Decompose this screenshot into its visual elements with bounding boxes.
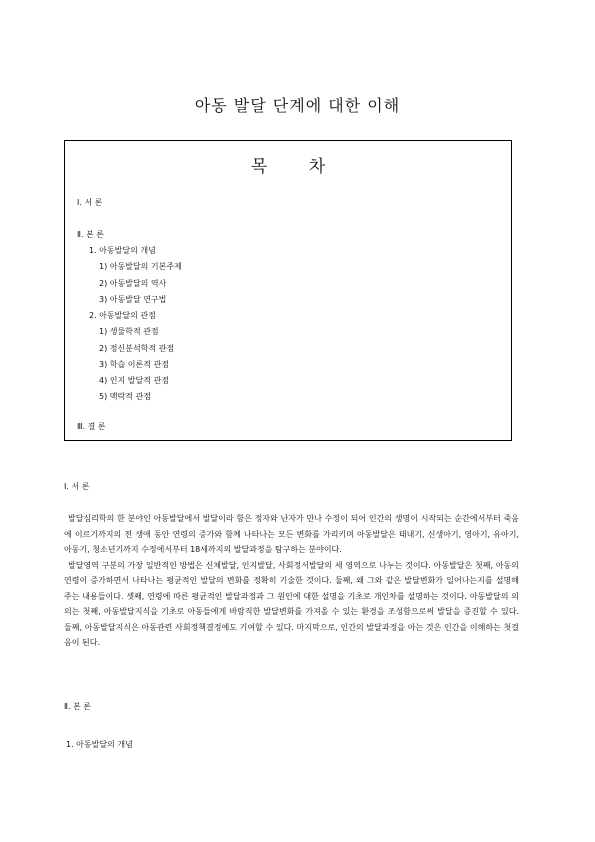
toc-item-perspectives: 2. 아동발달의 관점 xyxy=(89,311,156,320)
toc-item-cognitive: 4) 인지 발달적 관점 xyxy=(99,376,169,385)
section-heading-introduction: Ⅰ. 서 론 xyxy=(64,482,90,491)
table-of-contents xyxy=(64,140,512,441)
toc-item-history: 2) 아동발달의 역사 xyxy=(99,279,167,288)
section-heading-main-body: Ⅱ. 본 론 xyxy=(64,702,92,711)
toc-item-introduction: Ⅰ. 서 론 xyxy=(77,198,103,207)
toc-item-psychoanalytic: 2) 정신분석학적 관점 xyxy=(99,344,175,353)
toc-item-main-body: Ⅱ. 본 론 xyxy=(77,230,105,239)
paragraph: 발달영역 구분의 가장 일반적인 방법은 신체발달, 인지발달, 사회정서발달의 세 영역으로 나누는 것이다. 아동발달은 첫째, 아동의 연령이 증가하면서 나타나는 평균적인 발달의 변화를 정확히 기술한 것이다. 둘째, 왜 그와 같은 발달변화가 일어나는지를 설명해 주는 내용들이다. 셋째, 연령에 따른 평균적인 발달과정과 그 원인에 대한 설명을 기초로 개인차를 설명하는 것이다. 아동발달의 의의는 첫째, 아동발달지식을 기초로 아동들에게 바람직한 발달변화를 가져올 수 있는 환경을 조성함으로써 발달을 증진할 수 있다. 둘째, 아동발달지식은 아동관련 사회정책결정에도 기여할 수 있다. 마지막으로, 인간의 발달과정을 아는 것은 인간을 이해하는 첫걸음이 된다. xyxy=(64,560,519,647)
paragraph: 발달심리학의 한 분야인 아동발달에서 발달이라 함은 정자와 난자가 만나 수정이 되어 인간의 생명이 시작되는 순간에서부터 죽음에 이르기까지의 전 생애 동안 연령의 증가와 함께 나타나는 모든 변화를 가리키며 아동발달은 태내기, 신생아기, 영아기, 유아기, 아동기, 청소년기까지 수정에서부터 18세까지의 발달과정을 탐구하는 분야이다. xyxy=(64,514,519,554)
toc-heading: 목 차 xyxy=(250,157,344,177)
toc-item-conclusion: Ⅲ. 결 론 xyxy=(77,422,106,431)
subsection-heading-concept: 1. 아동발달의 개념 xyxy=(66,740,133,749)
toc-item-contextual: 5) 맥락적 관점 xyxy=(99,392,151,401)
toc-item-concept: 1. 아동발달의 개념 xyxy=(89,246,156,255)
toc-item-research-methods: 3) 아동발달 연구법 xyxy=(99,295,167,304)
toc-item-biological: 1) 생물학적 관점 xyxy=(99,327,159,336)
document-title: 아동 발달 단계에 대한 이해 xyxy=(194,96,401,115)
introduction-text xyxy=(64,511,519,651)
toc-item-basic-themes: 1) 아동발달의 기본주제 xyxy=(99,262,182,271)
toc-item-learning-theory: 3) 학습 이론적 관점 xyxy=(99,360,169,369)
